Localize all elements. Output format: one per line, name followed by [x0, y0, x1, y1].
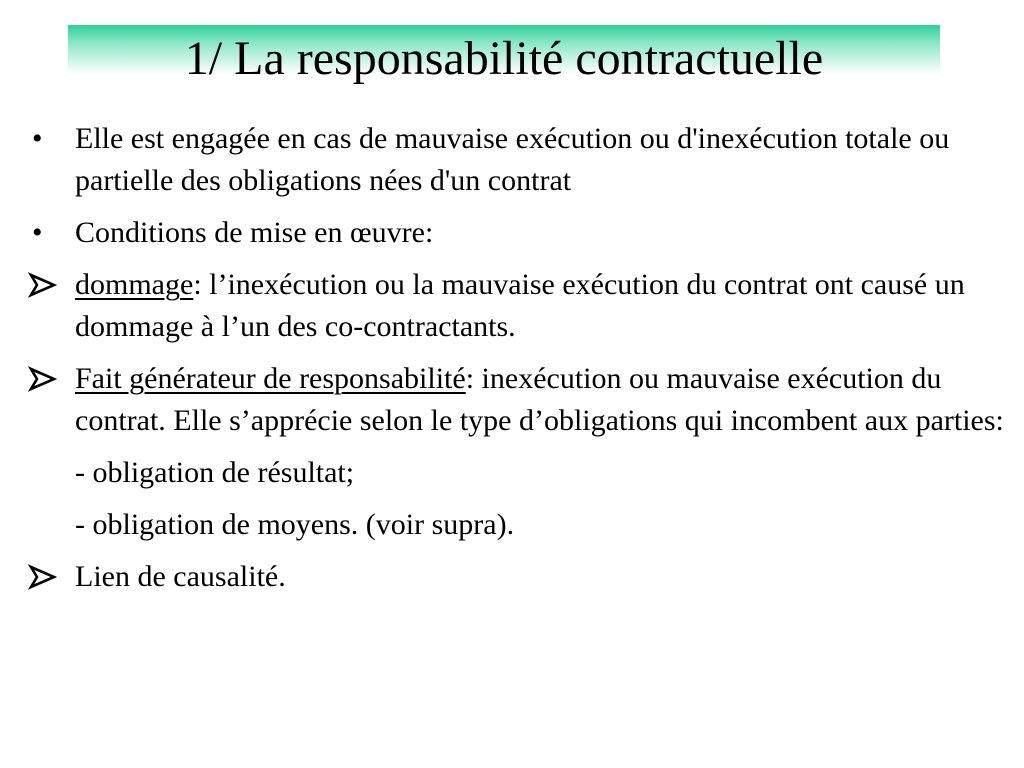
slide-title: 1/ La responsabilité contractuelle	[184, 32, 824, 85]
item-term: Fait générateur de responsabilité	[75, 362, 466, 395]
item-term: dommage	[75, 268, 194, 301]
arrow-icon	[28, 556, 68, 598]
item-text: : inexécution ou mauvaise exécution du contrat. Elle s’apprécie selon le type d’obligations qui incombent aux parties:	[75, 362, 1004, 437]
item-text: : l’inexécution ou la mauvaise exécution du contrat ont causé un dommage à l’un des co-contractants.	[75, 268, 965, 343]
bullet-icon: •	[32, 216, 43, 249]
list-item-causalite	[28, 556, 1018, 598]
list-item-resultat	[28, 452, 1018, 494]
list-item-fait-generateur	[28, 358, 1018, 442]
slide-content	[28, 118, 1018, 608]
list-item-engagement	[28, 118, 1018, 202]
item-text: Lien de causalité.	[75, 560, 286, 593]
item-text: - obligation de moyens. (voir supra).	[75, 508, 515, 541]
list-item-dommage	[28, 264, 1018, 348]
arrow-icon	[28, 264, 68, 306]
list-item-moyens	[28, 504, 1018, 546]
item-text: - obligation de résultat;	[75, 456, 355, 489]
list-item-conditions	[28, 212, 1018, 254]
item-text: Elle est engagée en cas de mauvaise exécution ou d'inexécution totale ou partielle des obligations nées d'un contrat	[75, 122, 950, 197]
title-bar	[68, 25, 940, 87]
item-text: Conditions de mise en œuvre:	[75, 216, 434, 249]
arrow-icon	[28, 358, 68, 400]
bullet-icon: •	[32, 122, 43, 155]
